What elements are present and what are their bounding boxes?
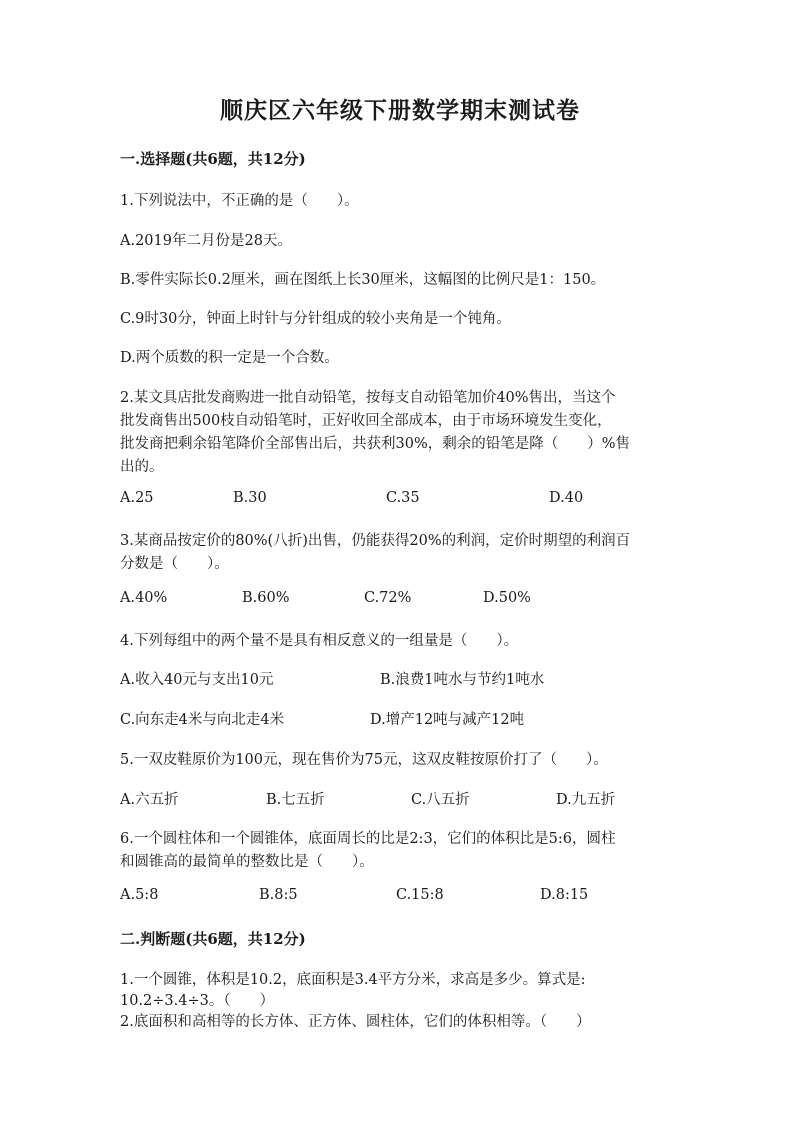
section-heading-judgment: 二.判断题(共6题，共12分) bbox=[120, 930, 306, 948]
question-2-option-c: C.35 bbox=[386, 490, 420, 506]
judgment-2: 2.底面积和高相等的长方体、正方体、圆柱体，它们的体积相等。（ ） bbox=[120, 1014, 591, 1030]
question-2-stem-line: 2.某文具店批发商购进一批自动铅笔，按每支自动铅笔加价40%售出，当这个 bbox=[120, 390, 616, 406]
question-3-option-c: C.72% bbox=[364, 590, 412, 606]
question-5-option-b: B.七五折 bbox=[266, 792, 325, 808]
question-6-stem-line: 和圆锥高的最简单的整数比是（ ）。 bbox=[120, 854, 374, 870]
judgment-1-line: 10.2÷3.4÷3。（ ） bbox=[120, 993, 275, 1009]
question-1-option-d: D.两个质数的积一定是一个合数。 bbox=[120, 350, 339, 366]
section-heading-choice: 一.选择题(共6题，共12分) bbox=[120, 150, 306, 168]
question-6-option-a: A.5:8 bbox=[120, 887, 159, 903]
question-1-stem: 1.下列说法中，不正确的是（ ）。 bbox=[120, 193, 359, 209]
question-4-option-b: B.浪费1吨水与节约1吨水 bbox=[380, 672, 545, 688]
question-1-option-c: C.9时30分，钟面上时针与分针组成的较小夹角是一个钝角。 bbox=[120, 311, 511, 327]
question-6-option-c: C.15:8 bbox=[396, 887, 444, 903]
question-2-option-a: A.25 bbox=[120, 490, 154, 506]
question-4-stem: 4.下列每组中的两个量不是具有相反意义的一组量是（ ）。 bbox=[120, 633, 519, 649]
question-3-option-b: B.60% bbox=[242, 590, 290, 606]
question-5-stem: 5.一双皮鞋原价为100元，现在售价为75元，这双皮鞋按原价打了（ ）。 bbox=[120, 752, 608, 768]
question-3-stem-line: 分数是（ ）。 bbox=[120, 556, 229, 572]
question-6-option-b: B.8:5 bbox=[259, 887, 298, 903]
question-3-option-d: D.50% bbox=[483, 590, 531, 606]
question-2-option-d: D.40 bbox=[549, 490, 584, 506]
question-5-option-a: A.六五折 bbox=[120, 792, 179, 808]
question-3-option-a: A.40% bbox=[120, 590, 168, 606]
question-4-option-c: C.向东走4米与向北走4米 bbox=[120, 712, 285, 728]
question-5-option-d: D.九五折 bbox=[556, 792, 616, 808]
page-title: 顺庆区六年级下册数学期末测试卷 bbox=[220, 97, 580, 124]
question-1-option-b: B.零件实际长0.2厘米，画在图纸上长30厘米，这幅图的比例尺是1：150。 bbox=[120, 272, 606, 288]
question-2-option-b: B.30 bbox=[233, 490, 267, 506]
question-6-stem-line: 6.一个圆柱体和一个圆锥体，底面周长的比是2:3，它们的体积比是5:6，圆柱 bbox=[120, 831, 616, 847]
question-2-stem-line: 出的。 bbox=[120, 459, 164, 475]
question-6-option-d: D.8:15 bbox=[540, 887, 589, 903]
question-2-stem-line: 批发商把剩余铅笔降价全部售出后，共获利30%，剩余的铅笔是降（ ）%售 bbox=[120, 436, 631, 452]
question-4-option-d: D.增产12吨与减产12吨 bbox=[370, 712, 525, 728]
judgment-1-line: 1.一个圆锥，体积是10.2，底面积是3.4平方分米，求高是多少。算式是: bbox=[120, 972, 586, 988]
question-5-option-c: C.八五折 bbox=[411, 792, 470, 808]
question-4-option-a: A.收入40元与支出10元 bbox=[120, 672, 274, 688]
question-3-stem-line: 3.某商品按定价的80%(八折)出售，仍能获得20%的利润，定价时期望的利润百 bbox=[120, 533, 631, 549]
question-2-stem-line: 批发商售出500枝自动铅笔时，正好收回全部成本，由于市场环境发生变化， bbox=[120, 413, 612, 429]
question-1-option-a: A.2019年二月份是28天。 bbox=[120, 233, 292, 249]
